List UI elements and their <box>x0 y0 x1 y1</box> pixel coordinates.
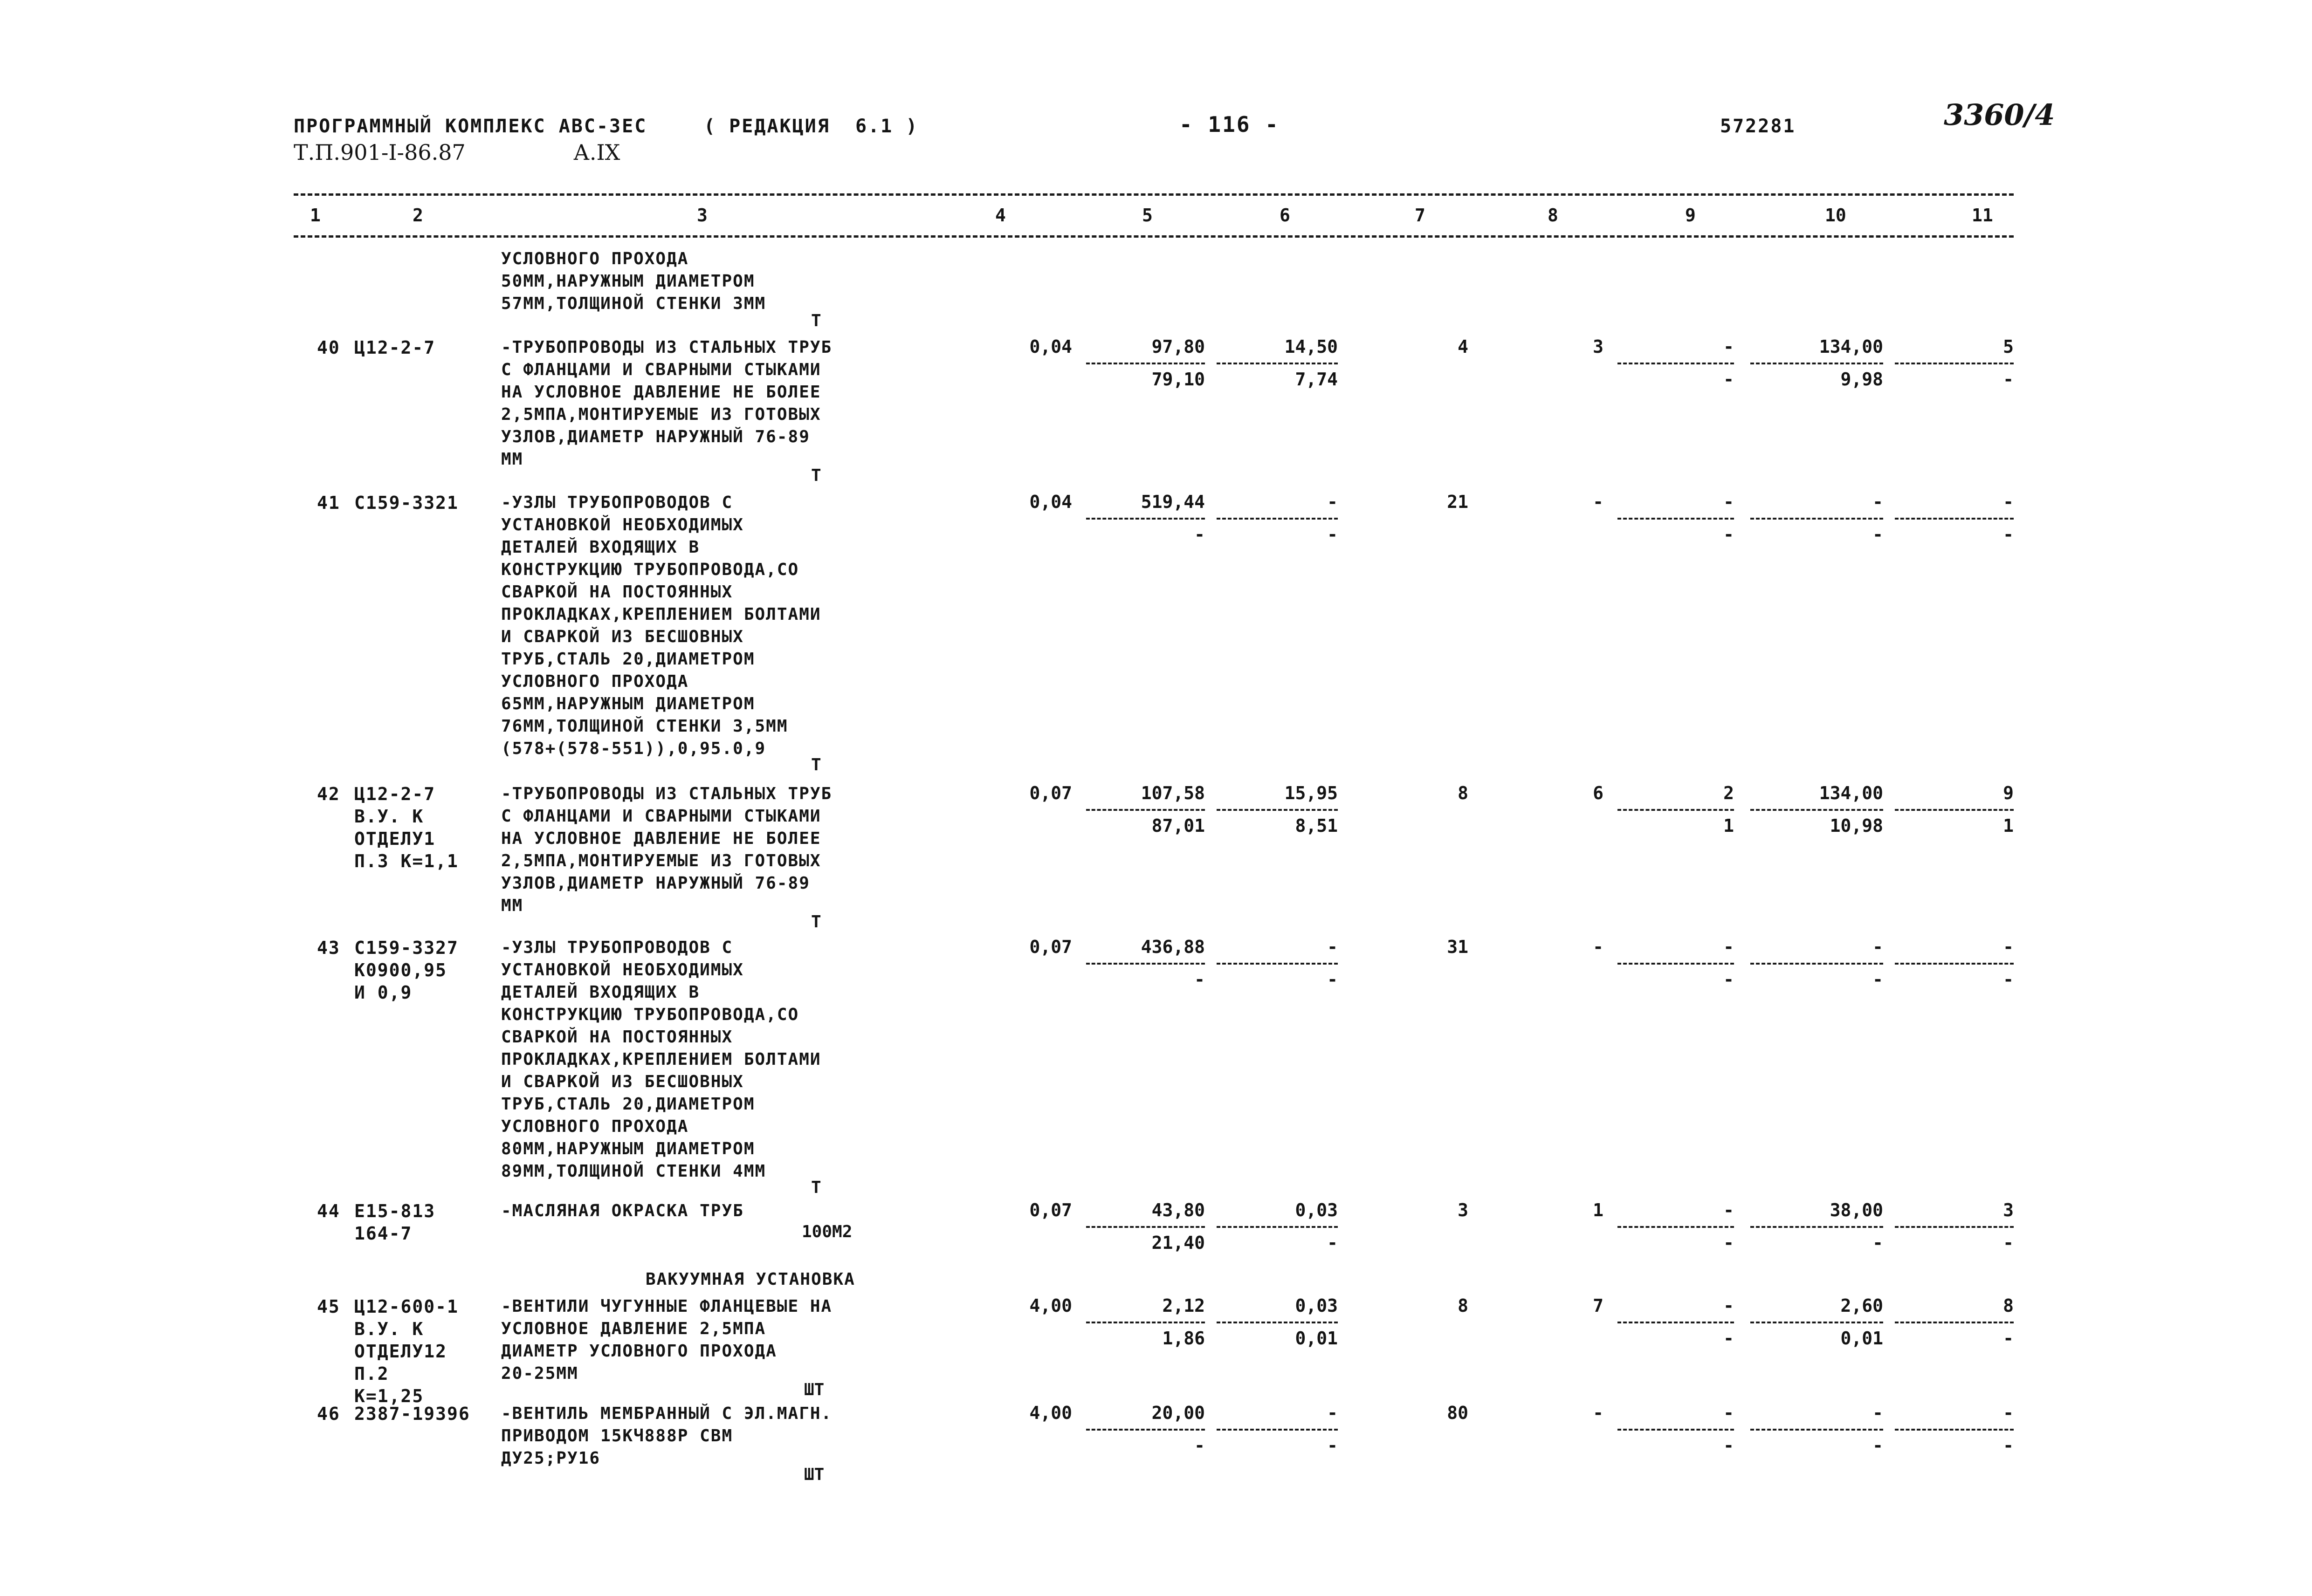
cost-value: 2 <box>1723 783 1734 803</box>
album-number: А.IX <box>573 140 620 165</box>
column-number-11: 11 <box>1972 205 1993 226</box>
column-number-8: 8 <box>1548 205 1558 226</box>
price-value: - <box>1327 492 1338 512</box>
fraction-line <box>1086 963 1205 965</box>
item-description-line: -ТРУБОПРОВОДЫ ИЗ СТАЛЬНЫХ ТРУБ <box>501 784 833 803</box>
cost-value: - <box>1723 937 1734 957</box>
wage-value: - <box>1327 524 1338 545</box>
rate-code: 2387-19396 <box>354 1404 470 1424</box>
wage-value: 21,40 <box>1151 1233 1205 1253</box>
rate-code: С159-3327 <box>354 938 459 958</box>
cost-value: 6 <box>1593 783 1603 803</box>
unit-label: Т <box>811 311 821 330</box>
column-number-9: 9 <box>1685 205 1696 226</box>
column-number-3: 3 <box>697 205 708 226</box>
cost-value: - <box>1723 1295 1734 1316</box>
wage-value: 8,51 <box>1295 815 1338 836</box>
item-description-line: -МАСЛЯНАЯ ОКРАСКА ТРУБ <box>501 1201 744 1220</box>
rate-code: ОТДЕЛУ12 <box>354 1341 447 1362</box>
wage-value: - <box>1872 1233 1883 1253</box>
page-number: - 116 - <box>1179 112 1280 137</box>
item-description-line: 76ММ,ТОЛЩИНОЙ СТЕНКИ 3,5ММ <box>501 717 788 736</box>
price-value: 519,44 <box>1141 492 1205 512</box>
wage-value: 1,86 <box>1162 1328 1205 1349</box>
wage-value: - <box>1872 969 1883 990</box>
column-number-1: 1 <box>310 205 321 226</box>
unit-label: ШТ <box>804 1465 825 1484</box>
price-value: 436,88 <box>1141 937 1205 957</box>
wage-value: - <box>1327 1233 1338 1253</box>
wage-value: - <box>2003 1435 2014 1456</box>
cost-value: - <box>1872 1403 1883 1423</box>
wage-value: - <box>1723 1328 1734 1349</box>
item-description-line: (578+(578-551)),0,95.0,9 <box>501 739 766 758</box>
wage-value: 79,10 <box>1151 369 1205 390</box>
unit-label: Т <box>811 755 821 774</box>
fraction-line <box>1895 363 2014 364</box>
column-number-2: 2 <box>413 205 423 226</box>
item-number: 45 <box>317 1296 340 1317</box>
wage-value: - <box>1872 1435 1883 1456</box>
price-value: 0,03 <box>1295 1295 1338 1316</box>
item-description-line: 2,5МПА,МОНТИРУЕМЫЕ ИЗ ГОТОВЫХ <box>501 405 821 424</box>
wage-value: - <box>1194 524 1205 545</box>
cost-value: 21 <box>1447 492 1468 512</box>
cost-value: 3 <box>2003 1200 2014 1220</box>
cost-value: - <box>1872 937 1883 957</box>
item-number: 46 <box>317 1404 340 1424</box>
cost-value: 9 <box>2003 783 2014 803</box>
wage-value: - <box>1327 1435 1338 1456</box>
wage-value: - <box>1194 1435 1205 1456</box>
header-bottom-rule <box>294 235 2014 238</box>
cost-value: - <box>2003 1403 2014 1423</box>
qty-value: 0,07 <box>1029 783 1072 803</box>
wage-value: - <box>1723 369 1734 390</box>
wage-value: - <box>2003 369 2014 390</box>
rate-code: Ц12-600-1 <box>354 1296 459 1317</box>
price-value: 43,80 <box>1151 1200 1205 1220</box>
item-description-line: 2,5МПА,МОНТИРУЕМЫЕ ИЗ ГОТОВЫХ <box>501 851 821 870</box>
fraction-line <box>1217 518 1338 520</box>
cost-value: 1 <box>1593 1200 1603 1220</box>
price-value: - <box>1327 1403 1338 1423</box>
item-description-line: СВАРКОЙ НА ПОСТОЯННЫХ <box>501 1027 733 1047</box>
unit-label: ШТ <box>804 1380 825 1399</box>
fraction-line <box>1750 1429 1883 1431</box>
cost-value: 2,60 <box>1840 1295 1883 1316</box>
qty-value: 0,04 <box>1029 492 1072 512</box>
cost-value: - <box>2003 937 2014 957</box>
item-number: 42 <box>317 784 340 804</box>
item-description-line: -ВЕНТИЛИ ЧУГУННЫЕ ФЛАНЦЕВЫЕ НА <box>501 1297 833 1316</box>
wage-value: 7,74 <box>1295 369 1338 390</box>
fraction-line <box>1217 809 1338 811</box>
rate-code: И 0,9 <box>354 982 413 1003</box>
item-description-line: 20-25ММ <box>501 1364 578 1383</box>
item-description-line: 80ММ,НАРУЖНЫМ ДИАМЕТРОМ <box>501 1139 755 1158</box>
item-description-line: 89ММ,ТОЛЩИНОЙ СТЕНКИ 4ММ <box>501 1162 766 1181</box>
fraction-line <box>1217 1429 1338 1431</box>
price-value: 0,03 <box>1295 1200 1338 1220</box>
item-description-line: НА УСЛОВНОЕ ДАВЛЕНИЕ НЕ БОЛЕЕ <box>501 383 821 402</box>
fraction-line <box>1217 1226 1338 1228</box>
section-heading: ВАКУУМНАЯ УСТАНОВКА <box>646 1270 855 1289</box>
fraction-line <box>1617 1429 1734 1431</box>
item-description-line: С ФЛАНЦАМИ И СВАРНЫМИ СТЫКАМИ <box>501 807 821 826</box>
cost-value: - <box>1723 336 1734 357</box>
item-description-line: -ВЕНТИЛЬ МЕМБРАННЫЙ С ЭЛ.МАГН. <box>501 1404 833 1423</box>
fraction-line <box>1086 1322 1205 1323</box>
rate-code: В.У. К <box>354 1319 424 1339</box>
edition-label: ( РЕДАКЦИЯ 6.1 ) <box>704 116 919 137</box>
rate-code: ОТДЕЛУ1 <box>354 829 436 849</box>
fraction-line <box>1086 518 1205 520</box>
price-value: 107,58 <box>1141 783 1205 803</box>
wage-value: - <box>1723 1435 1734 1456</box>
rate-code: С159-3321 <box>354 493 459 513</box>
cost-value: 31 <box>1447 937 1468 957</box>
cost-value: 80 <box>1447 1403 1468 1423</box>
cost-value: 134,00 <box>1819 336 1883 357</box>
item-description-line: УЗЛОВ,ДИАМЕТР НАРУЖНЫЙ 76-89 <box>501 427 810 446</box>
fraction-line <box>1895 1226 2014 1228</box>
price-value: - <box>1327 937 1338 957</box>
program-name: ПРОГРАММНЫЙ КОМПЛЕКС АВС-3ЕС <box>294 116 647 137</box>
cost-value: - <box>1872 492 1883 512</box>
item-description-line: ДИАМЕТР УСЛОВНОГО ПРОХОДА <box>501 1342 777 1361</box>
fraction-line <box>1217 963 1338 965</box>
cost-value: 8 <box>1458 1295 1468 1316</box>
qty-value: 4,00 <box>1029 1403 1072 1423</box>
cost-value: 4 <box>1458 336 1468 357</box>
item-description-line: ДЕТАЛЕЙ ВХОДЯЩИХ В <box>501 538 700 557</box>
item-number: 44 <box>317 1201 340 1221</box>
wage-value: - <box>1327 969 1338 990</box>
fraction-line <box>1750 963 1883 965</box>
item-description-line: УЗЛОВ,ДИАМЕТР НАРУЖНЫЙ 76-89 <box>501 874 810 893</box>
fraction-line <box>1895 1322 2014 1323</box>
item-description-line: ПРИВОДОМ 15КЧ888Р СВМ <box>501 1426 733 1445</box>
price-value: 97,80 <box>1151 336 1205 357</box>
cost-value: 38,00 <box>1830 1200 1883 1220</box>
qty-value: 0,04 <box>1029 336 1072 357</box>
item-number: 43 <box>317 938 340 958</box>
document-code: 572281 <box>1720 116 1796 137</box>
item-description-line: ДЕТАЛЕЙ ВХОДЯЩИХ В <box>501 983 700 1002</box>
rate-code: К=1,25 <box>354 1386 424 1406</box>
item-description-line: 65ММ,НАРУЖНЫМ ДИАМЕТРОМ <box>501 694 755 713</box>
item-description-line: ПРОКЛАДКАХ,КРЕПЛЕНИЕМ БОЛТАМИ <box>501 605 821 624</box>
wage-value: 0,01 <box>1840 1328 1883 1349</box>
cost-value: 8 <box>2003 1295 2014 1316</box>
fraction-line <box>1895 963 2014 965</box>
fraction-line <box>1895 518 2014 520</box>
wage-value: 10,98 <box>1830 815 1883 836</box>
fraction-line <box>1750 1322 1883 1323</box>
rate-code: Ц12-2-7 <box>354 784 436 804</box>
cost-value: - <box>1723 1200 1734 1220</box>
fraction-line <box>1617 963 1734 965</box>
wage-value: 87,01 <box>1151 815 1205 836</box>
column-number-7: 7 <box>1415 205 1425 226</box>
cost-value: - <box>1723 1403 1734 1423</box>
item-description-line: ТРУБ,СТАЛЬ 20,ДИАМЕТРОМ <box>501 1095 755 1114</box>
item-description-line: И СВАРКОЙ ИЗ БЕСШОВНЫХ <box>501 627 744 646</box>
item-description-line: ММ <box>501 450 523 469</box>
rate-code: Е15-813 <box>354 1201 436 1221</box>
fraction-line <box>1086 1226 1205 1228</box>
fraction-line <box>1086 809 1205 811</box>
fraction-line <box>1086 1429 1205 1431</box>
continuation-line: УСЛОВНОГО ПРОХОДА <box>501 249 689 268</box>
wage-value: - <box>1723 1233 1734 1253</box>
wage-value: - <box>2003 1328 2014 1349</box>
unit-label: Т <box>811 912 821 932</box>
wage-value: 9,98 <box>1840 369 1883 390</box>
wage-value: 0,01 <box>1295 1328 1338 1349</box>
fraction-line <box>1617 1226 1734 1228</box>
qty-value: 4,00 <box>1029 1295 1072 1316</box>
price-value: 14,50 <box>1284 336 1338 357</box>
cost-value: 3 <box>1593 336 1603 357</box>
item-description-line: ТРУБ,СТАЛЬ 20,ДИАМЕТРОМ <box>501 650 755 669</box>
item-description-line: КОНСТРУКЦИЮ ТРУБОПРОВОДА,СО <box>501 1005 799 1024</box>
continuation-line: 57ММ,ТОЛЩИНОЙ СТЕНКИ 3ММ <box>501 294 766 313</box>
qty-value: 0,07 <box>1029 937 1072 957</box>
item-description-line: УСТАНОВКОЙ НЕОБХОДИМЫХ <box>501 960 744 980</box>
handwritten-sheet-mark: 3360/4 <box>1944 98 2055 132</box>
item-description-line: СВАРКОЙ НА ПОСТОЯННЫХ <box>501 582 733 602</box>
cost-value: 5 <box>2003 336 2014 357</box>
item-description-line: С ФЛАНЦАМИ И СВАРНЫМИ СТЫКАМИ <box>501 360 821 379</box>
rate-code: П.2 <box>354 1363 389 1384</box>
fraction-line <box>1750 363 1883 364</box>
fraction-line <box>1895 1429 2014 1431</box>
rate-code: П.3 К=1,1 <box>354 851 459 871</box>
price-value: 20,00 <box>1151 1403 1205 1423</box>
item-description-line: И СВАРКОЙ ИЗ БЕСШОВНЫХ <box>501 1072 744 1091</box>
qty-value: 0,07 <box>1029 1200 1072 1220</box>
item-number: 41 <box>317 493 340 513</box>
column-number-10: 10 <box>1825 205 1846 226</box>
cost-value: 7 <box>1593 1295 1603 1316</box>
fraction-line <box>1895 809 2014 811</box>
fraction-line <box>1617 518 1734 520</box>
header-top-rule <box>294 193 2014 196</box>
fraction-line <box>1217 363 1338 364</box>
fraction-line <box>1617 363 1734 364</box>
cost-value: - <box>2003 492 2014 512</box>
item-description-line: УСЛОВНОГО ПРОХОДА <box>501 672 689 691</box>
rate-code: В.У. К <box>354 806 424 827</box>
rate-code: Ц12-2-7 <box>354 337 436 358</box>
wage-value: - <box>1723 524 1734 545</box>
cost-value: 134,00 <box>1819 783 1883 803</box>
item-description-line: -ТРУБОПРОВОДЫ ИЗ СТАЛЬНЫХ ТРУБ <box>501 338 833 357</box>
wage-value: - <box>2003 969 2014 990</box>
item-description-line: -УЗЛЫ ТРУБОПРОВОДОВ С <box>501 938 733 957</box>
wage-value: - <box>1194 969 1205 990</box>
item-description-line: ММ <box>501 896 523 915</box>
item-description-line: УСЛОВНОЕ ДАВЛЕНИЕ 2,5МПА <box>501 1319 766 1338</box>
cost-value: - <box>1723 492 1734 512</box>
item-description-line: НА УСЛОВНОЕ ДАВЛЕНИЕ НЕ БОЛЕЕ <box>501 829 821 848</box>
cost-value: - <box>1593 492 1603 512</box>
cost-value: 3 <box>1458 1200 1468 1220</box>
fraction-line <box>1617 1322 1734 1323</box>
column-number-4: 4 <box>995 205 1006 226</box>
column-number-6: 6 <box>1280 205 1290 226</box>
column-number-5: 5 <box>1142 205 1153 226</box>
fraction-line <box>1217 1322 1338 1323</box>
item-description-line: УСТАНОВКОЙ НЕОБХОДИМЫХ <box>501 515 744 534</box>
item-description-line: -УЗЛЫ ТРУБОПРОВОДОВ С <box>501 493 733 512</box>
wage-value: - <box>1872 524 1883 545</box>
rate-code: 164-7 <box>354 1223 413 1244</box>
fraction-line <box>1750 809 1883 811</box>
wage-value: 1 <box>2003 815 2014 836</box>
unit-label: Т <box>811 1178 821 1197</box>
item-description-line: ДУ25;РУ16 <box>501 1449 601 1468</box>
wage-value: 1 <box>1723 815 1734 836</box>
item-description-line: УСЛОВНОГО ПРОХОДА <box>501 1117 689 1136</box>
cost-value: 8 <box>1458 783 1468 803</box>
fraction-line <box>1750 1226 1883 1228</box>
wage-value: - <box>2003 524 2014 545</box>
rate-code: К0900,95 <box>354 960 447 980</box>
fraction-line <box>1617 809 1734 811</box>
wage-value: - <box>2003 1233 2014 1253</box>
price-value: 15,95 <box>1284 783 1338 803</box>
continuation-line: 50ММ,НАРУЖНЫМ ДИАМЕТРОМ <box>501 272 755 291</box>
price-value: 2,12 <box>1162 1295 1205 1316</box>
unit-label: 100М2 <box>802 1222 853 1241</box>
fraction-line <box>1086 363 1205 364</box>
item-description-line: ПРОКЛАДКАХ,КРЕПЛЕНИЕМ БОЛТАМИ <box>501 1050 821 1069</box>
project-code: Т.П.901-I-86.87 <box>294 140 466 165</box>
item-description-line: КОНСТРУКЦИЮ ТРУБОПРОВОДА,СО <box>501 560 799 579</box>
wage-value: - <box>1723 969 1734 990</box>
fraction-line <box>1750 518 1883 520</box>
cost-value: - <box>1593 937 1603 957</box>
unit-label: Т <box>811 466 821 485</box>
cost-value: - <box>1593 1403 1603 1423</box>
item-number: 40 <box>317 337 340 358</box>
